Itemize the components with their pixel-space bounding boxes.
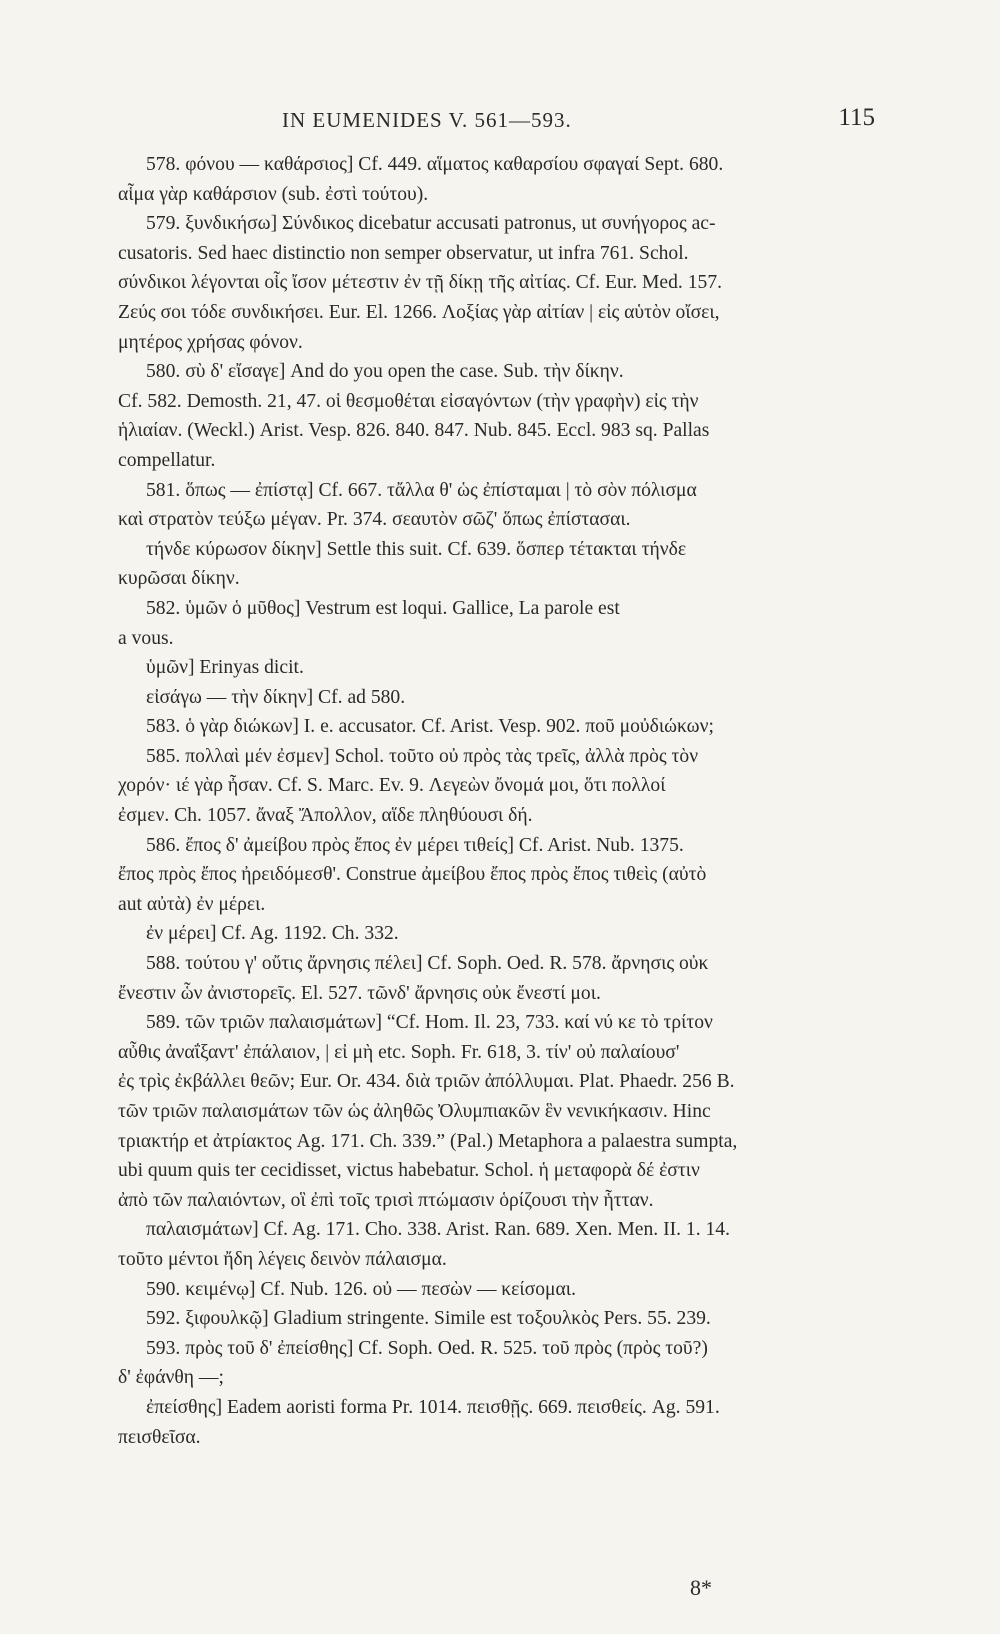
text-line: πεισθεῖσα. [118, 1426, 201, 1448]
signature-mark: 8* [690, 1575, 712, 1600]
text-line: a vous. [118, 627, 174, 649]
text-line: ἔνεστιν ὧν ἀνιστορεῖς. El. 527. τῶνδ' ἄρνησις οὐκ ἔνεστί μοι. [118, 982, 601, 1004]
text-line: καὶ στρατὸν τεύξω μέγαν. Pr. 374. σεαυτὸν σῶζ' ὅπως ἐπίστασαι. [118, 509, 631, 531]
text-line: ubi quum quis ter cecidisset, victus habebatur. Schol. ἡ μεταφορὰ δέ ἐστιν [118, 1160, 700, 1182]
text-line: 589. τῶν τριῶν παλαισμάτων] “Cf. Hom. Il. 23, 733. καί νύ κε τὸ τρίτον [146, 1012, 713, 1034]
text-line: aut αὐτὰ) ἐν μέρει. [118, 893, 266, 915]
text-line: 588. τούτου γ' οὔτις ἄρνησις πέλει] Cf. Soph. Oed. R. 578. ἄρνησις οὐκ [146, 953, 709, 975]
text-line: 582. ὑμῶν ὁ μῦθος] Vestrum est loqui. Gallice, La parole est [146, 597, 620, 619]
text-line: ὑμῶν] Erinyas dicit. [146, 657, 304, 679]
text-line: 593. πρὸς τοῦ δ' ἐπείσθης] Cf. Soph. Oed. R. 525. τοῦ πρὸς (πρὸς τοῦ?) [146, 1337, 708, 1359]
text-line: τήνδε κύρωσον δίκην] Settle this suit. Cf. 639. ὅσπερ τέτακται τήνδε [146, 538, 687, 560]
text-line: compellatur. [118, 449, 216, 471]
text-line: χορόν· ιέ γὰρ ἦσαν. Cf. S. Marc. Ev. 9. Λεγεὼν ὄνομά μοι, ὅτι πολλοί [118, 775, 666, 797]
text-line: 592. ξιφουλκῷ] Gladium stringente. Simile est τοξουλκὸς Pers. 55. 239. [146, 1308, 711, 1330]
text-line: ἔπος πρὸς ἔπος ἠρειδόμεσθ'. Construe ἀμείβου ἔπος πρὸς ἔπος τιθεὶς (αὐτὸ [118, 864, 707, 886]
text-line: 579. ξυνδικήσω] Σύνδικος dicebatur accusati patronus, ut συνήγορος ac- [146, 213, 716, 235]
text-line: ἐπείσθης] Eadem aoristi forma Pr. 1014. πεισθῇς. 669. πεισθείς. Ag. 591. [146, 1396, 720, 1418]
text-line: ἐσμεν. Ch. 1057. ἄναξ Ἄπολλον, αἵδε πληθύουσι δή. [118, 805, 533, 827]
text-line: ἐν μέρει] Cf. Ag. 1192. Ch. 332. [146, 923, 399, 945]
text-line: τῶν τριῶν παλαισμάτων τῶν ὡς ἀληθῶς Ὀλυμπιακῶν ἓν νενικήκασιν. Hinc [118, 1101, 711, 1122]
text-line: 580. σὺ δ' εἴσαγε] And do you open the case. Sub. τὴν δίκην. [146, 361, 624, 383]
text-line: 590. κειμένῳ] Cf. Nub. 126. οὐ — πεσὼν — κείσομαι. [146, 1278, 576, 1300]
text-line: 583. ὁ γὰρ διώκων] I. e. accusator. Cf. Arist. Vesp. 902. ποῦ μοὐδιώκων; [146, 716, 714, 738]
text-line: αἷμα γὰρ καθάρσιον (sub. ἐστὶ τούτου). [118, 183, 429, 205]
text-line: Cf. 582. Demosth. 21, 47. οἱ θεσμοθέται εἰσαγόντων (τὴν γραφὴν) εἰς τὴν [118, 390, 699, 412]
text-line: σύνδικοι λέγονται οἷς ἴσον μέτεστιν ἐν τῇ δίκῃ τῆς αἰτίας. Cf. Eur. Med. 157. [118, 272, 723, 294]
text-line: ἐς τρὶς ἐκβάλλει θεῶν; Eur. Or. 434. διὰ τριῶν ἀπόλλυμαι. Plat. Phaedr. 256 B. [118, 1071, 735, 1093]
running-head [0, 100, 1000, 140]
text-line: cusatoris. Sed haec distinctio non semper observatur, ut infra 761. Schol. [118, 242, 689, 264]
text-line: Ζεύς σοι τόδε συνδικήσει. Eur. El. 1266. Λοξίας γὰρ αἰτίαν | εἰς αὑτὸν οἴσει, [118, 301, 720, 323]
text-line: ἡλιαίαν. (Weckl.) Arist. Vesp. 826. 840. 847. Nub. 845. Eccl. 983 sq. Pallas [118, 420, 710, 442]
text-line: 585. πολλαὶ μέν ἐσμεν] Schol. τοῦτο οὐ πρὸς τὰς τρεῖς, ἀλλὰ πρὸς τὸν [146, 745, 699, 767]
text-line: 586. ἔπος δ' ἀμείβου πρὸς ἔπος ἐν μέρει τιθείς] Cf. Arist. Nub. 1375. [146, 834, 684, 856]
text-line: τοῦτο μέντοι ἤδη λέγεις δεινὸν πάλαισμα. [118, 1248, 447, 1270]
text-line: τριακτήρ et ἀτρίακτος Ag. 171. Ch. 339.” (Pal.) Metaphora a palaestra sumpta, [118, 1130, 738, 1152]
text-line: εἰσάγω — τὴν δίκην] Cf. ad 580. [146, 686, 406, 708]
text-line: 581. ὅπως — ἐπίστᾳ] Cf. 667. τἄλλα θ' ὡς ἐπίσταμαι | τὸ σὸν πόλισμα [146, 479, 697, 501]
text-line: ἀπὸ τῶν παλαιόντων, οἳ ἐπὶ τοῖς τρισὶ πτώμασιν ὁρίζουσι τὴν ἧτταν. [118, 1189, 654, 1211]
text-line: παλαισμάτων] Cf. Ag. 171. Cho. 338. Arist. Ran. 689. Xen. Men. II. 1. 14. [146, 1219, 731, 1241]
running-head-title: IN EUMENIDES V. 561—593. [282, 108, 572, 132]
text-line: δ' ἐφάνθη —; [118, 1367, 224, 1389]
page-number: 115 [838, 104, 875, 131]
text-line: αὖθις ἀναΐξαντ' ἐπάλαιον, | εἰ μὴ etc. Soph. Fr. 618, 3. τίν' οὐ παλαίουσ' [118, 1041, 680, 1063]
text-line: μητέρος χρήσας φόνον. [118, 331, 303, 353]
text-line: 578. φόνου — καθάρσιος] Cf. 449. αἵματος καθαρσίου σφαγαί Sept. 680. [146, 154, 724, 175]
text-line: κυρῶσαι δίκην. [118, 568, 240, 590]
commentary-text [118, 150, 856, 1452]
